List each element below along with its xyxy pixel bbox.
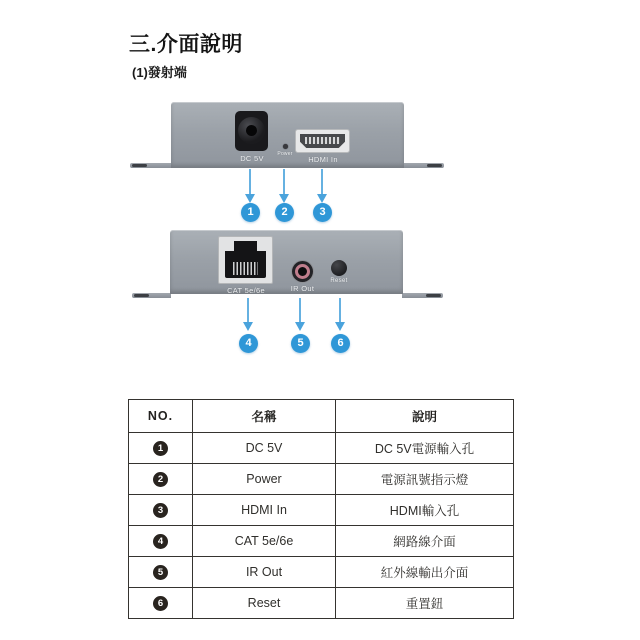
page-title: 三.介面說明 <box>129 33 243 56</box>
callout-arrow-1 <box>249 169 251 195</box>
row-number-badge: 2 <box>153 472 168 487</box>
row-number-badge: 3 <box>153 503 168 518</box>
callout-arrow-6 <box>339 298 341 323</box>
dc-jack-pin-hole <box>246 125 257 136</box>
row-desc: DC 5V電源輸入孔 <box>336 433 514 464</box>
callout-arrow-4 <box>247 298 249 323</box>
rj45-socket <box>225 241 266 278</box>
row-name: CAT 5e/6e <box>193 526 336 557</box>
screw-slot <box>427 164 442 167</box>
table-header-row <box>129 400 514 433</box>
table-row <box>129 464 514 495</box>
table-row <box>129 495 514 526</box>
row-desc: 電源訊號指示燈 <box>336 464 514 495</box>
hdmi-in-port <box>295 129 350 153</box>
header-desc: 說明 <box>336 400 514 433</box>
callout-4: 4 <box>239 334 258 353</box>
callout-3: 3 <box>313 203 332 222</box>
dc-5v-label: DC 5V <box>240 154 264 163</box>
table-row <box>129 588 514 619</box>
callout-arrowhead-5 <box>295 322 305 331</box>
row-number-badge: 1 <box>153 441 168 456</box>
mounting-ear-left <box>132 293 171 298</box>
table-row <box>129 433 514 464</box>
row-name: Reset <box>193 588 336 619</box>
mounting-ear-left <box>130 163 172 168</box>
row-name: Power <box>193 464 336 495</box>
callout-arrow-3 <box>321 169 323 195</box>
callout-1: 1 <box>241 203 260 222</box>
interface-spec-table <box>128 399 514 619</box>
ir-out-label: IR Out <box>290 284 315 293</box>
callout-6: 6 <box>331 334 350 353</box>
callout-arrowhead-2 <box>279 194 289 203</box>
screw-slot <box>134 294 149 297</box>
callout-5: 5 <box>291 334 310 353</box>
rj45-notch <box>257 241 266 251</box>
power-led <box>283 144 288 149</box>
callout-arrowhead-6 <box>335 322 345 331</box>
hdmi-pins <box>305 137 340 144</box>
reset-button <box>331 260 347 276</box>
row-number-badge: 5 <box>153 565 168 580</box>
ir-out-jack <box>292 261 313 282</box>
power-label: Power <box>277 151 293 157</box>
row-desc: 網路線介面 <box>336 526 514 557</box>
dc-5v-jack <box>235 111 268 151</box>
row-name: IR Out <box>193 557 336 588</box>
row-name: DC 5V <box>193 433 336 464</box>
row-number-badge: 4 <box>153 534 168 549</box>
row-desc: 重置鈕 <box>336 588 514 619</box>
callout-arrow-5 <box>299 298 301 323</box>
rj45-pins <box>233 262 258 275</box>
callout-arrowhead-1 <box>245 194 255 203</box>
mounting-ear-right <box>402 293 443 298</box>
callout-arrowhead-3 <box>317 194 327 203</box>
row-number-badge: 6 <box>153 596 168 611</box>
row-name: HDMI In <box>193 495 336 526</box>
rj45-notch <box>225 241 234 251</box>
hdmi-socket <box>300 134 345 148</box>
header-name: 名稱 <box>193 400 336 433</box>
cat5e6e-rj45-port <box>218 236 273 284</box>
hdmi-in-label: HDMI In <box>308 155 338 164</box>
cat5e6e-label: CAT 5e/6e <box>227 286 265 295</box>
callout-2: 2 <box>275 203 294 222</box>
table-row <box>129 557 514 588</box>
section-subtitle: (1)發射端 <box>132 65 187 80</box>
table-row <box>129 526 514 557</box>
dc-jack-barrel <box>238 117 265 144</box>
row-desc: HDMI輸入孔 <box>336 495 514 526</box>
mounting-ear-right <box>403 163 444 168</box>
header-no: NO. <box>129 400 193 433</box>
reset-label: Reset <box>330 278 348 284</box>
row-desc: 紅外線輸出介面 <box>336 557 514 588</box>
screw-slot <box>426 294 441 297</box>
callout-arrow-2 <box>283 169 285 195</box>
callout-arrowhead-4 <box>243 322 253 331</box>
screw-slot <box>132 164 147 167</box>
ir-jack-ring <box>295 264 310 279</box>
